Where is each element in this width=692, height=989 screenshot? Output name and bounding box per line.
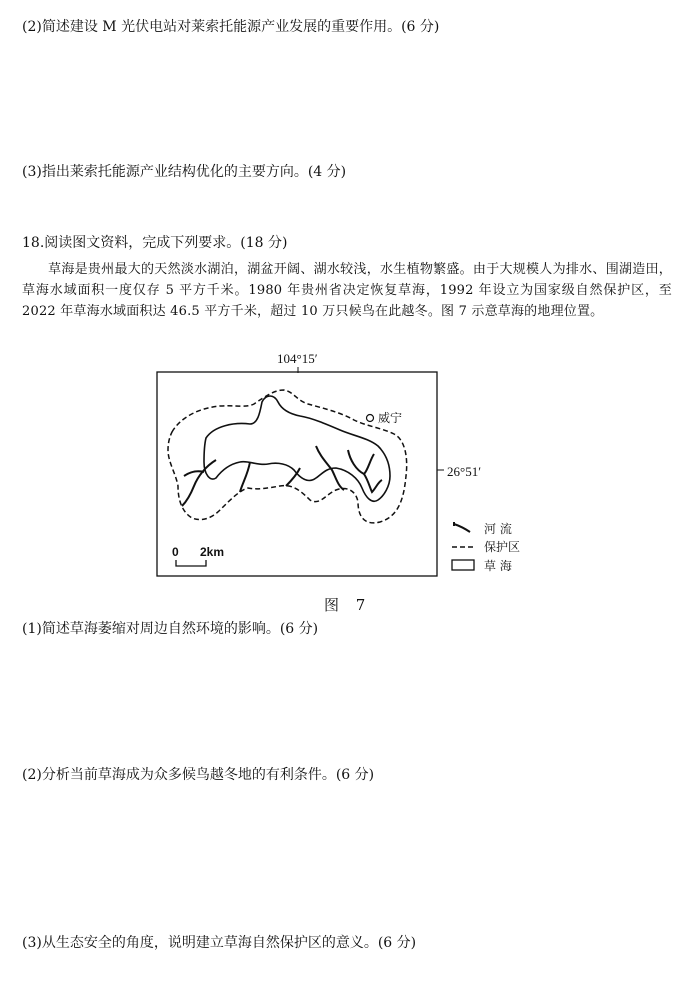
river-south-2	[286, 468, 300, 486]
legend-reserve-label: 保护区	[484, 540, 521, 554]
scale-zero: 0	[172, 545, 179, 559]
weining-city-label: 威宁	[378, 411, 403, 425]
river-east-1	[316, 446, 344, 490]
river-east-2	[348, 450, 374, 474]
figure-7-map	[150, 350, 530, 582]
scale-label: 2km	[200, 545, 225, 559]
caohai-lake	[204, 396, 390, 501]
q18-paragraph-text: 草海是贵州最大的天然淡水湖泊，湖盆开阔、湖水较浅，水生植物繁盛。由于大规模人为排水、围湖造田，草海水域面积一度仅存 5 平方千米。1980 年贵州省决定恢复草海，1992 年设立为国家级自然保护区，至 2022 年草海水域面积达 46.5 平方千米，超过 10 万只候鸟在此越冬。图 7 示意草海的地理位置。	[22, 262, 672, 319]
scale-bar	[176, 560, 206, 566]
river-west	[182, 460, 216, 506]
q18-part2: (2)分析当前草海成为众多候鸟越冬地的有利条件。(6 分)	[22, 767, 375, 783]
q18-heading: 18.阅读图文资料，完成下列要求。(18 分)	[22, 235, 288, 251]
q17-part2: (2)简述建设 M 光伏电站对莱索托能源产业发展的重要作用。(6 分)	[22, 19, 440, 35]
latitude-label: 26°51′	[447, 464, 482, 479]
river-east-3	[364, 474, 382, 492]
q18-paragraph	[22, 259, 672, 322]
q18-part3: (3)从生态安全的角度，说明建立草海自然保护区的意义。(6 分)	[22, 935, 417, 951]
legend-lake-symbol	[452, 560, 474, 570]
legend-river-label: 河 流	[484, 522, 512, 536]
figure-caption: 图 7	[324, 596, 372, 614]
weining-city-marker	[367, 415, 374, 422]
map-legend	[452, 521, 520, 573]
longitude-label: 104°15′	[277, 351, 318, 366]
q18-part1: (1)简述草海萎缩对周边自然环境的影响。(6 分)	[22, 621, 319, 637]
legend-lake-label: 草 海	[484, 559, 512, 573]
q17-part3: (3)指出莱索托能源产业结构优化的主要方向。(4 分)	[22, 164, 347, 180]
legend-river-symbol	[454, 524, 470, 532]
